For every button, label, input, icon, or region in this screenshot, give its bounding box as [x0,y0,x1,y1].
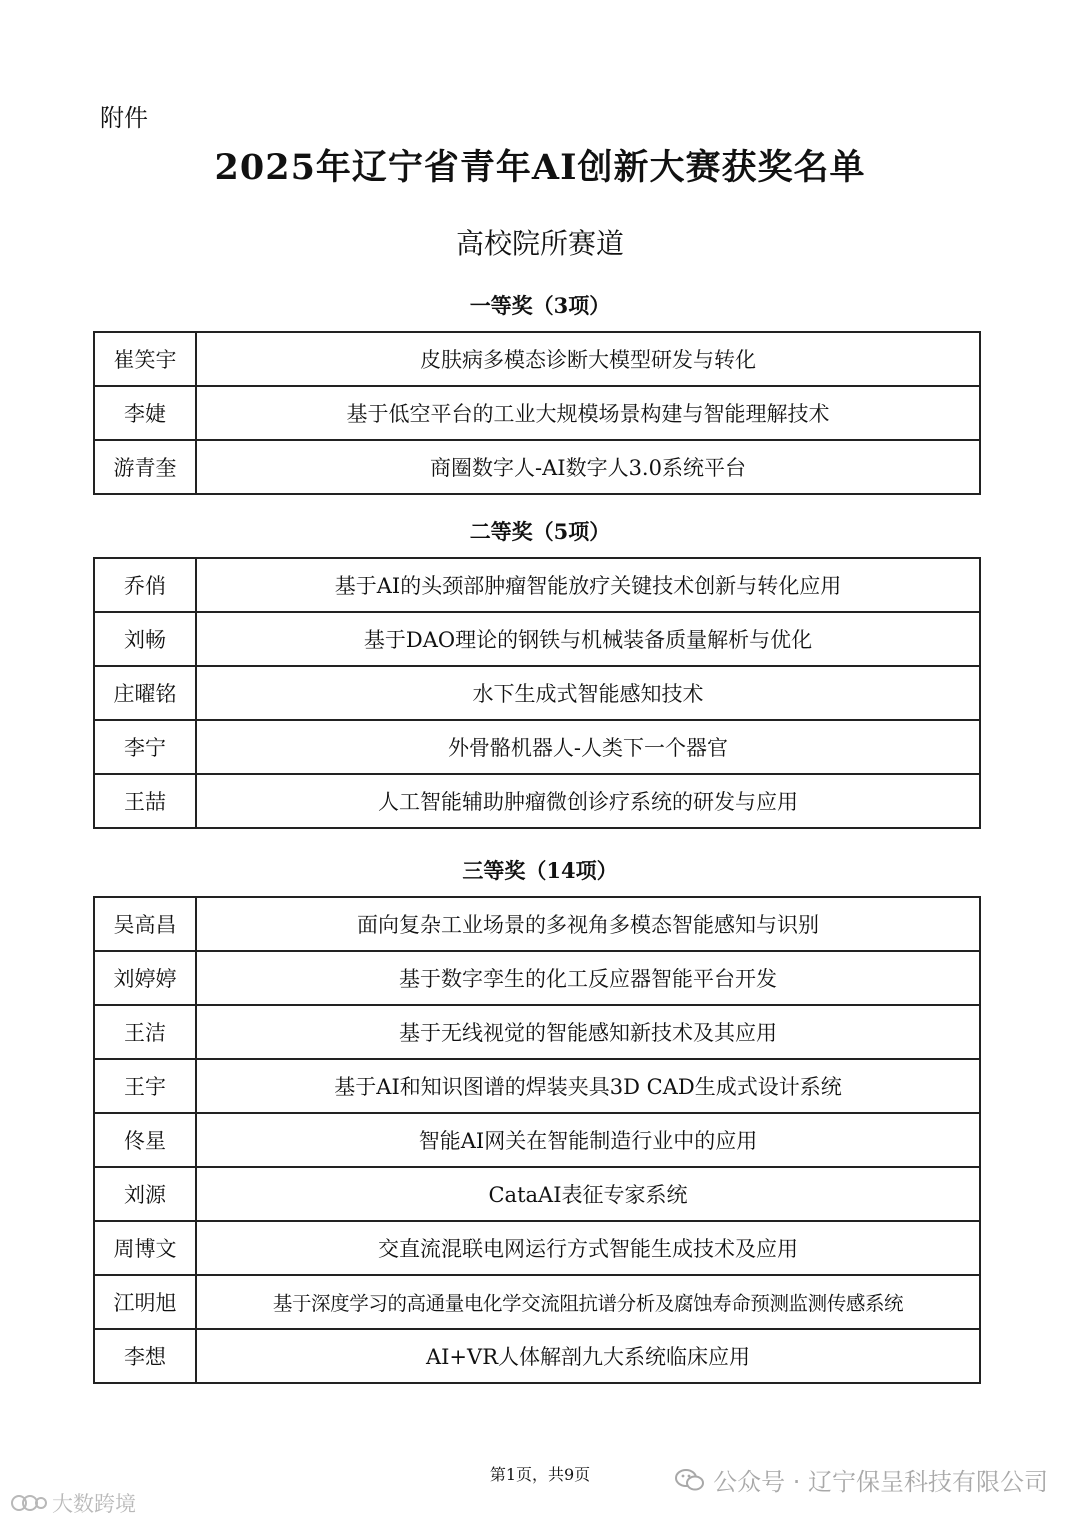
page-number: 第1页，共9页 [489,1465,591,1484]
platform-watermark [10,1488,136,1518]
project-title: 交直流混联电网运行方式智能生成技术及应用 [196,1221,980,1275]
table-row [94,440,980,494]
table-row [94,1167,980,1221]
project-title: 基于AI的头颈部肿瘤智能放疗关键技术创新与转化应用 [196,558,980,612]
wechat-watermark-text: 公众号 · 辽宁保呈科技有限公司 [713,1468,1048,1496]
attachment-label: 附件 [100,104,148,132]
project-title: 面向复杂工业场景的多视角多模态智能感知与识别 [196,897,980,951]
platform-watermark-text: 大数跨境 [52,1492,136,1516]
project-title: 基于数字孪生的化工反应器智能平台开发 [196,951,980,1005]
project-title: 基于深度学习的高通量电化学交流阻抗谱分析及腐蚀寿命预测监测传感系统 [196,1275,980,1329]
project-title: 皮肤病多模态诊断大模型研发与转化 [196,332,980,386]
wechat-icon [675,1468,705,1492]
table-row [94,1221,980,1275]
project-title: 基于无线视觉的智能感知新技术及其应用 [196,1005,980,1059]
project-title: 水下生成式智能感知技术 [196,666,980,720]
third-prize-table [93,896,981,1384]
winner-name: 王喆 [94,774,196,828]
first-prize-table [93,331,981,495]
project-title: 外骨骼机器人-人类下一个器官 [196,720,980,774]
table-row [94,1329,980,1383]
page-title: 2025年辽宁省青年AI创新大赛获奖名单 [214,147,866,188]
project-title: CataAI表征专家系统 [196,1167,980,1221]
project-title: AI+VR人体解剖九大系统临床应用 [196,1329,980,1383]
project-title: 基于低空平台的工业大规模场景构建与智能理解技术 [196,386,980,440]
table-row [94,774,980,828]
winner-name: 乔俏 [94,558,196,612]
table-row [94,951,980,1005]
table-row [94,386,980,440]
third-prize-heading: 三等奖（14项） [462,858,618,883]
table-row [94,1275,980,1329]
winner-name: 佟星 [94,1113,196,1167]
first-prize-heading: 一等奖（3项） [469,293,611,318]
track-title: 高校院所赛道 [455,227,624,260]
winner-name: 游青奎 [94,440,196,494]
project-title: 人工智能辅助肿瘤微创诊疗系统的研发与应用 [196,774,980,828]
winner-name: 李婕 [94,386,196,440]
winner-name: 周博文 [94,1221,196,1275]
winner-name: 王洁 [94,1005,196,1059]
winner-name: 刘婷婷 [94,951,196,1005]
winner-name: 刘源 [94,1167,196,1221]
table-row [94,666,980,720]
winner-name: 吴高昌 [94,897,196,951]
table-row [94,1005,980,1059]
wechat-watermark [675,1462,1048,1497]
winner-name: 李宁 [94,720,196,774]
table-row [94,612,980,666]
project-title: 基于DAO理论的钢铁与机械装备质量解析与优化 [196,612,980,666]
platform-logo-icon [10,1492,48,1514]
table-row [94,897,980,951]
second-prize-heading: 二等奖（5项） [469,519,611,544]
table-row [94,558,980,612]
project-title: 智能AI网关在智能制造行业中的应用 [196,1113,980,1167]
table-row [94,332,980,386]
table-row [94,1113,980,1167]
project-title: 基于AI和知识图谱的焊装夹具3D CAD生成式设计系统 [196,1059,980,1113]
winner-name: 王宇 [94,1059,196,1113]
winner-name: 崔笑宇 [94,332,196,386]
winner-name: 李想 [94,1329,196,1383]
winner-name: 江明旭 [94,1275,196,1329]
project-title: 商圈数字人-AI数字人3.0系统平台 [196,440,980,494]
winner-name: 刘畅 [94,612,196,666]
table-row [94,720,980,774]
winner-name: 庄曜铭 [94,666,196,720]
table-row [94,1059,980,1113]
second-prize-table [93,557,981,829]
